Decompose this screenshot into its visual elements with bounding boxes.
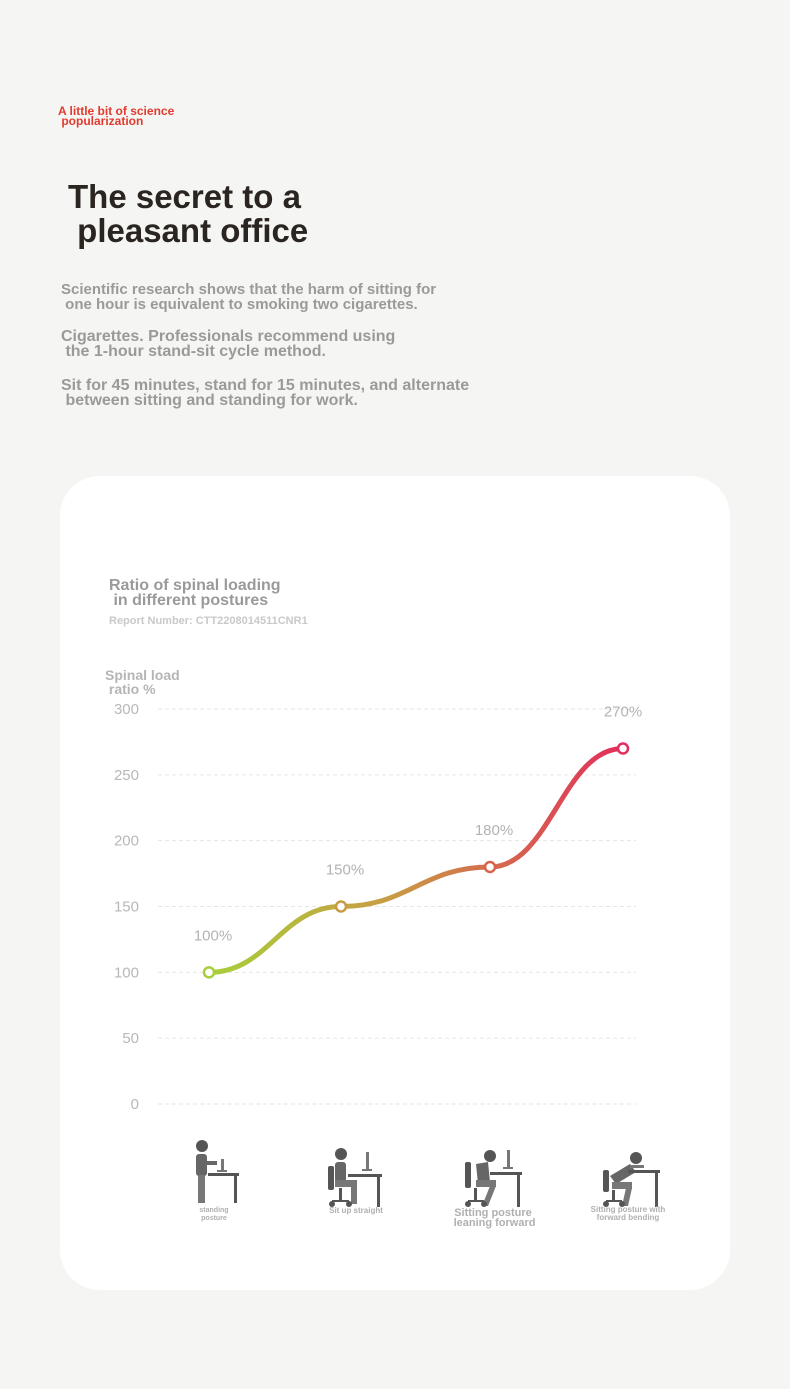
- data-label: 100%: [193, 927, 233, 945]
- sitting-straight-icon: [324, 1146, 386, 1215]
- x-category-label: Sitting posture leaning forward: [453, 1207, 536, 1229]
- y-tick-label: 250: [113, 766, 139, 784]
- y-tick-label: 200: [113, 832, 139, 850]
- data-point: [485, 862, 495, 872]
- data-label: 150%: [325, 861, 365, 879]
- intro-paragraph: Sit for 45 minutes, stand for 15 minutes, and alternate between sitting and standing for work.: [61, 377, 470, 409]
- x-category-label: Sit up straight: [329, 1206, 383, 1215]
- y-tick-label: 50: [122, 1030, 139, 1048]
- y-tick-label: 150: [113, 898, 139, 916]
- y-tick-label: 100: [113, 964, 139, 982]
- eyebrow-label: A little bit of science popularization: [58, 104, 175, 128]
- y-tick-label: 300: [113, 701, 139, 718]
- y-axis-label: Spinal load ratio %: [105, 667, 180, 697]
- page-title: The secret to a pleasant office: [68, 178, 309, 249]
- data-label: 180%: [474, 822, 514, 839]
- intro-paragraph: Cigarettes. Professionals recommend using the 1-hour stand-sit cycle method.: [61, 328, 396, 360]
- data-point: [618, 744, 628, 754]
- data-point: [204, 967, 214, 977]
- sitting-leaning-icon: [462, 1146, 524, 1215]
- standing-desk-icon: [188, 1137, 244, 1212]
- x-category-label: Sitting posture with forward bending: [590, 1205, 666, 1222]
- data-label: 270%: [603, 703, 643, 721]
- series-line: [209, 749, 623, 973]
- intro-paragraph: Scientific research shows that the harm of sitting for one hour is equivalent to smoking two cigarettes.: [61, 281, 437, 313]
- report-number: Report Number: CTT2208014511CNR1: [109, 615, 308, 627]
- data-point: [336, 902, 346, 912]
- y-tick-label: 0: [130, 1096, 139, 1113]
- x-category-label: standing posture: [199, 1207, 229, 1222]
- chart-title: Ratio of spinal loading in different postures: [109, 577, 281, 609]
